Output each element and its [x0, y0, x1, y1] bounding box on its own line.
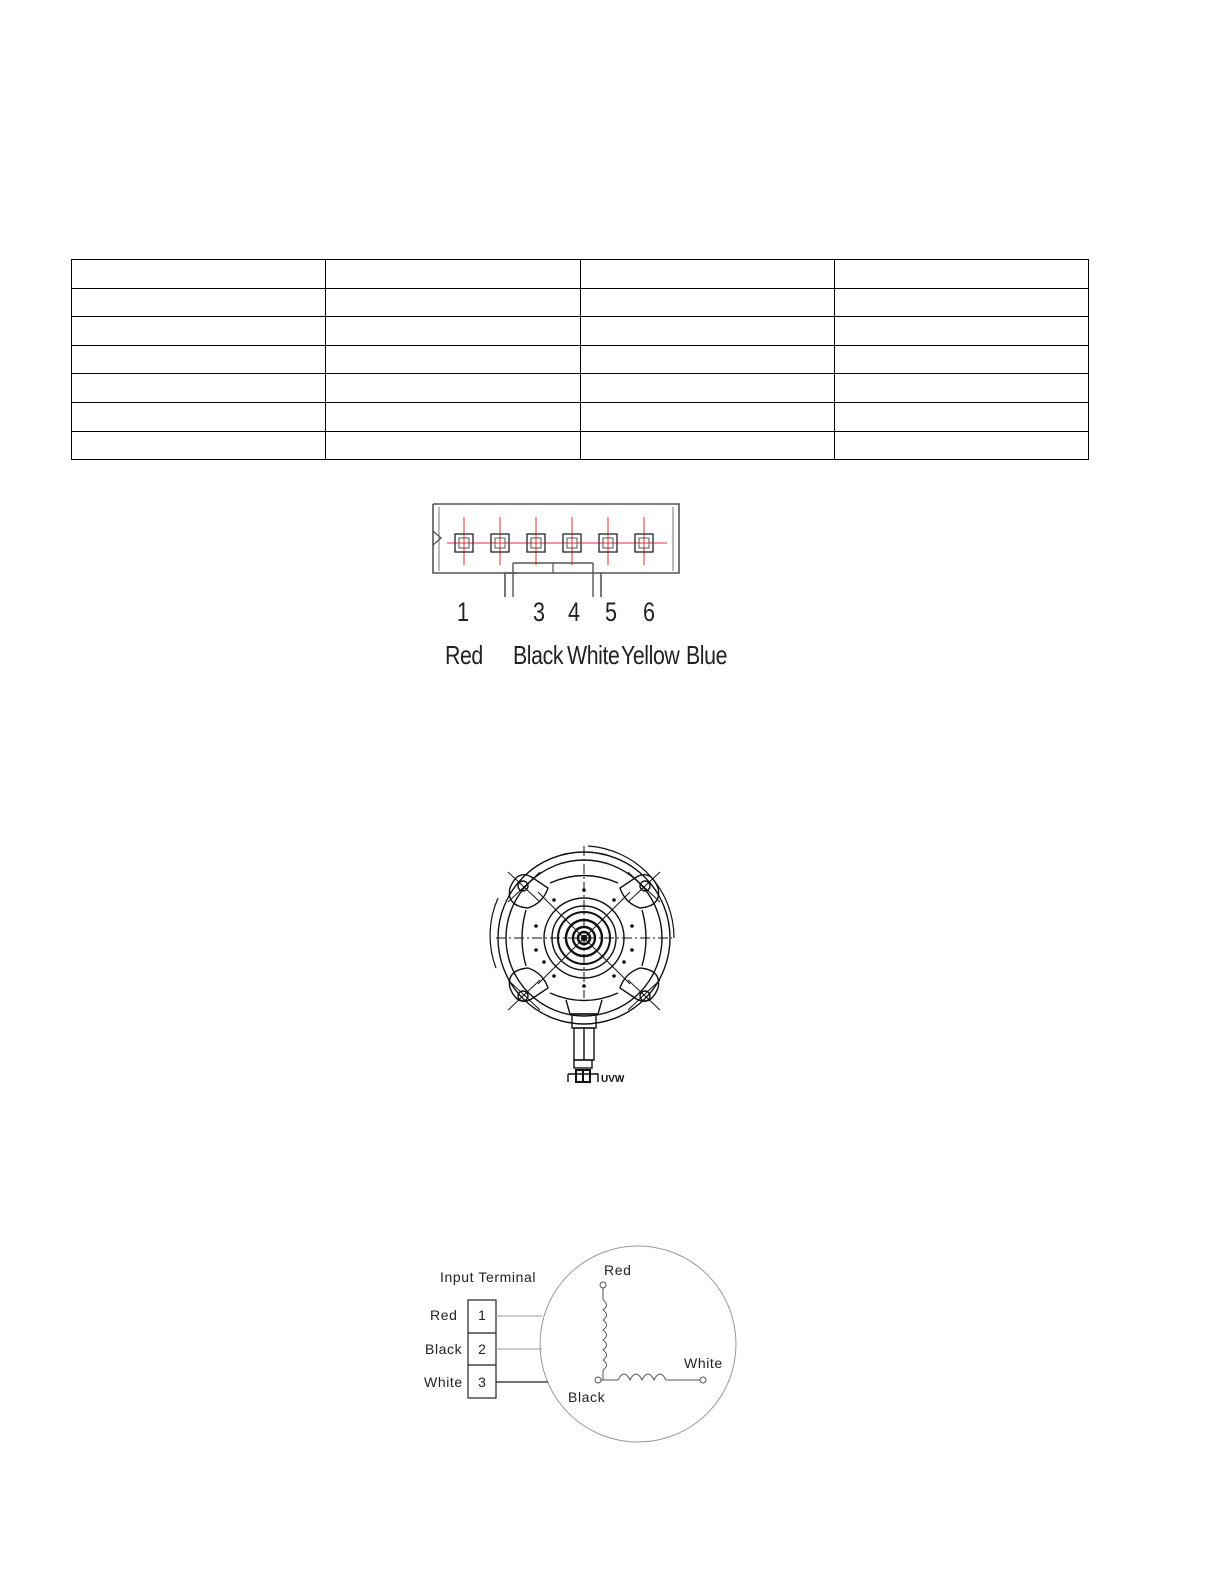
winding-label-black: Black — [568, 1389, 606, 1405]
table-cell — [834, 345, 1088, 374]
wire-color-label: White — [567, 640, 620, 670]
table-cell — [834, 260, 1088, 289]
table-cell — [580, 288, 834, 317]
table-cell — [72, 317, 326, 346]
table-row — [72, 374, 1089, 403]
table-cell — [72, 345, 326, 374]
table-cell — [326, 260, 580, 289]
table-row — [72, 288, 1089, 317]
plug-label: UVW — [601, 1074, 625, 1085]
terminal-1-number: 1 — [478, 1307, 486, 1323]
terminal-2-number: 2 — [478, 1341, 486, 1357]
wire-color-label: Black — [513, 640, 564, 670]
table-cell — [326, 431, 580, 460]
wire-color-label: Blue — [686, 640, 728, 670]
winding-label-white: White — [684, 1355, 723, 1371]
pin-number: 5 — [605, 597, 618, 627]
pin-number: 4 — [568, 597, 581, 627]
pin-number: 3 — [533, 597, 546, 627]
table-cell — [834, 288, 1088, 317]
table-row — [72, 317, 1089, 346]
table-cell — [72, 374, 326, 403]
table-cell — [580, 317, 834, 346]
table-cell — [834, 374, 1088, 403]
connector-housing-drawing — [425, 497, 735, 597]
table-cell — [580, 374, 834, 403]
input-terminal-title: Input Terminal — [440, 1269, 537, 1285]
table-cell — [72, 260, 326, 289]
motor-drawing — [488, 838, 680, 1088]
terminal-3-number: 3 — [478, 1374, 486, 1390]
table-row — [72, 431, 1089, 460]
table-cell — [580, 345, 834, 374]
table-cell — [326, 374, 580, 403]
terminal-3-color: White — [424, 1374, 463, 1390]
table-cell — [326, 288, 580, 317]
connector-diagram — [425, 497, 735, 682]
winding-label-red: Red — [604, 1262, 632, 1278]
table-cell — [72, 402, 326, 431]
table-row — [72, 260, 1089, 289]
pin-number: 6 — [643, 597, 656, 627]
table-cell — [580, 402, 834, 431]
table-cell — [580, 431, 834, 460]
table-row — [72, 402, 1089, 431]
table-row — [72, 345, 1089, 374]
table-cell — [326, 402, 580, 431]
spec-table — [71, 259, 1089, 460]
pin-number: 1 — [457, 597, 470, 627]
wiring-schematic — [418, 1240, 743, 1450]
table-cell — [834, 402, 1088, 431]
motor-outline — [488, 838, 680, 1088]
table-cell — [326, 317, 580, 346]
table-cell — [834, 317, 1088, 346]
table-cell — [834, 431, 1088, 460]
table-cell — [580, 260, 834, 289]
table-cell — [72, 431, 326, 460]
table-cell — [326, 345, 580, 374]
wire-color-label: Red — [445, 640, 483, 670]
table-cell — [72, 288, 326, 317]
terminal-2-color: Black — [425, 1341, 463, 1357]
wire-color-label: Yellow — [621, 640, 680, 670]
terminal-1-color: Red — [430, 1307, 458, 1323]
